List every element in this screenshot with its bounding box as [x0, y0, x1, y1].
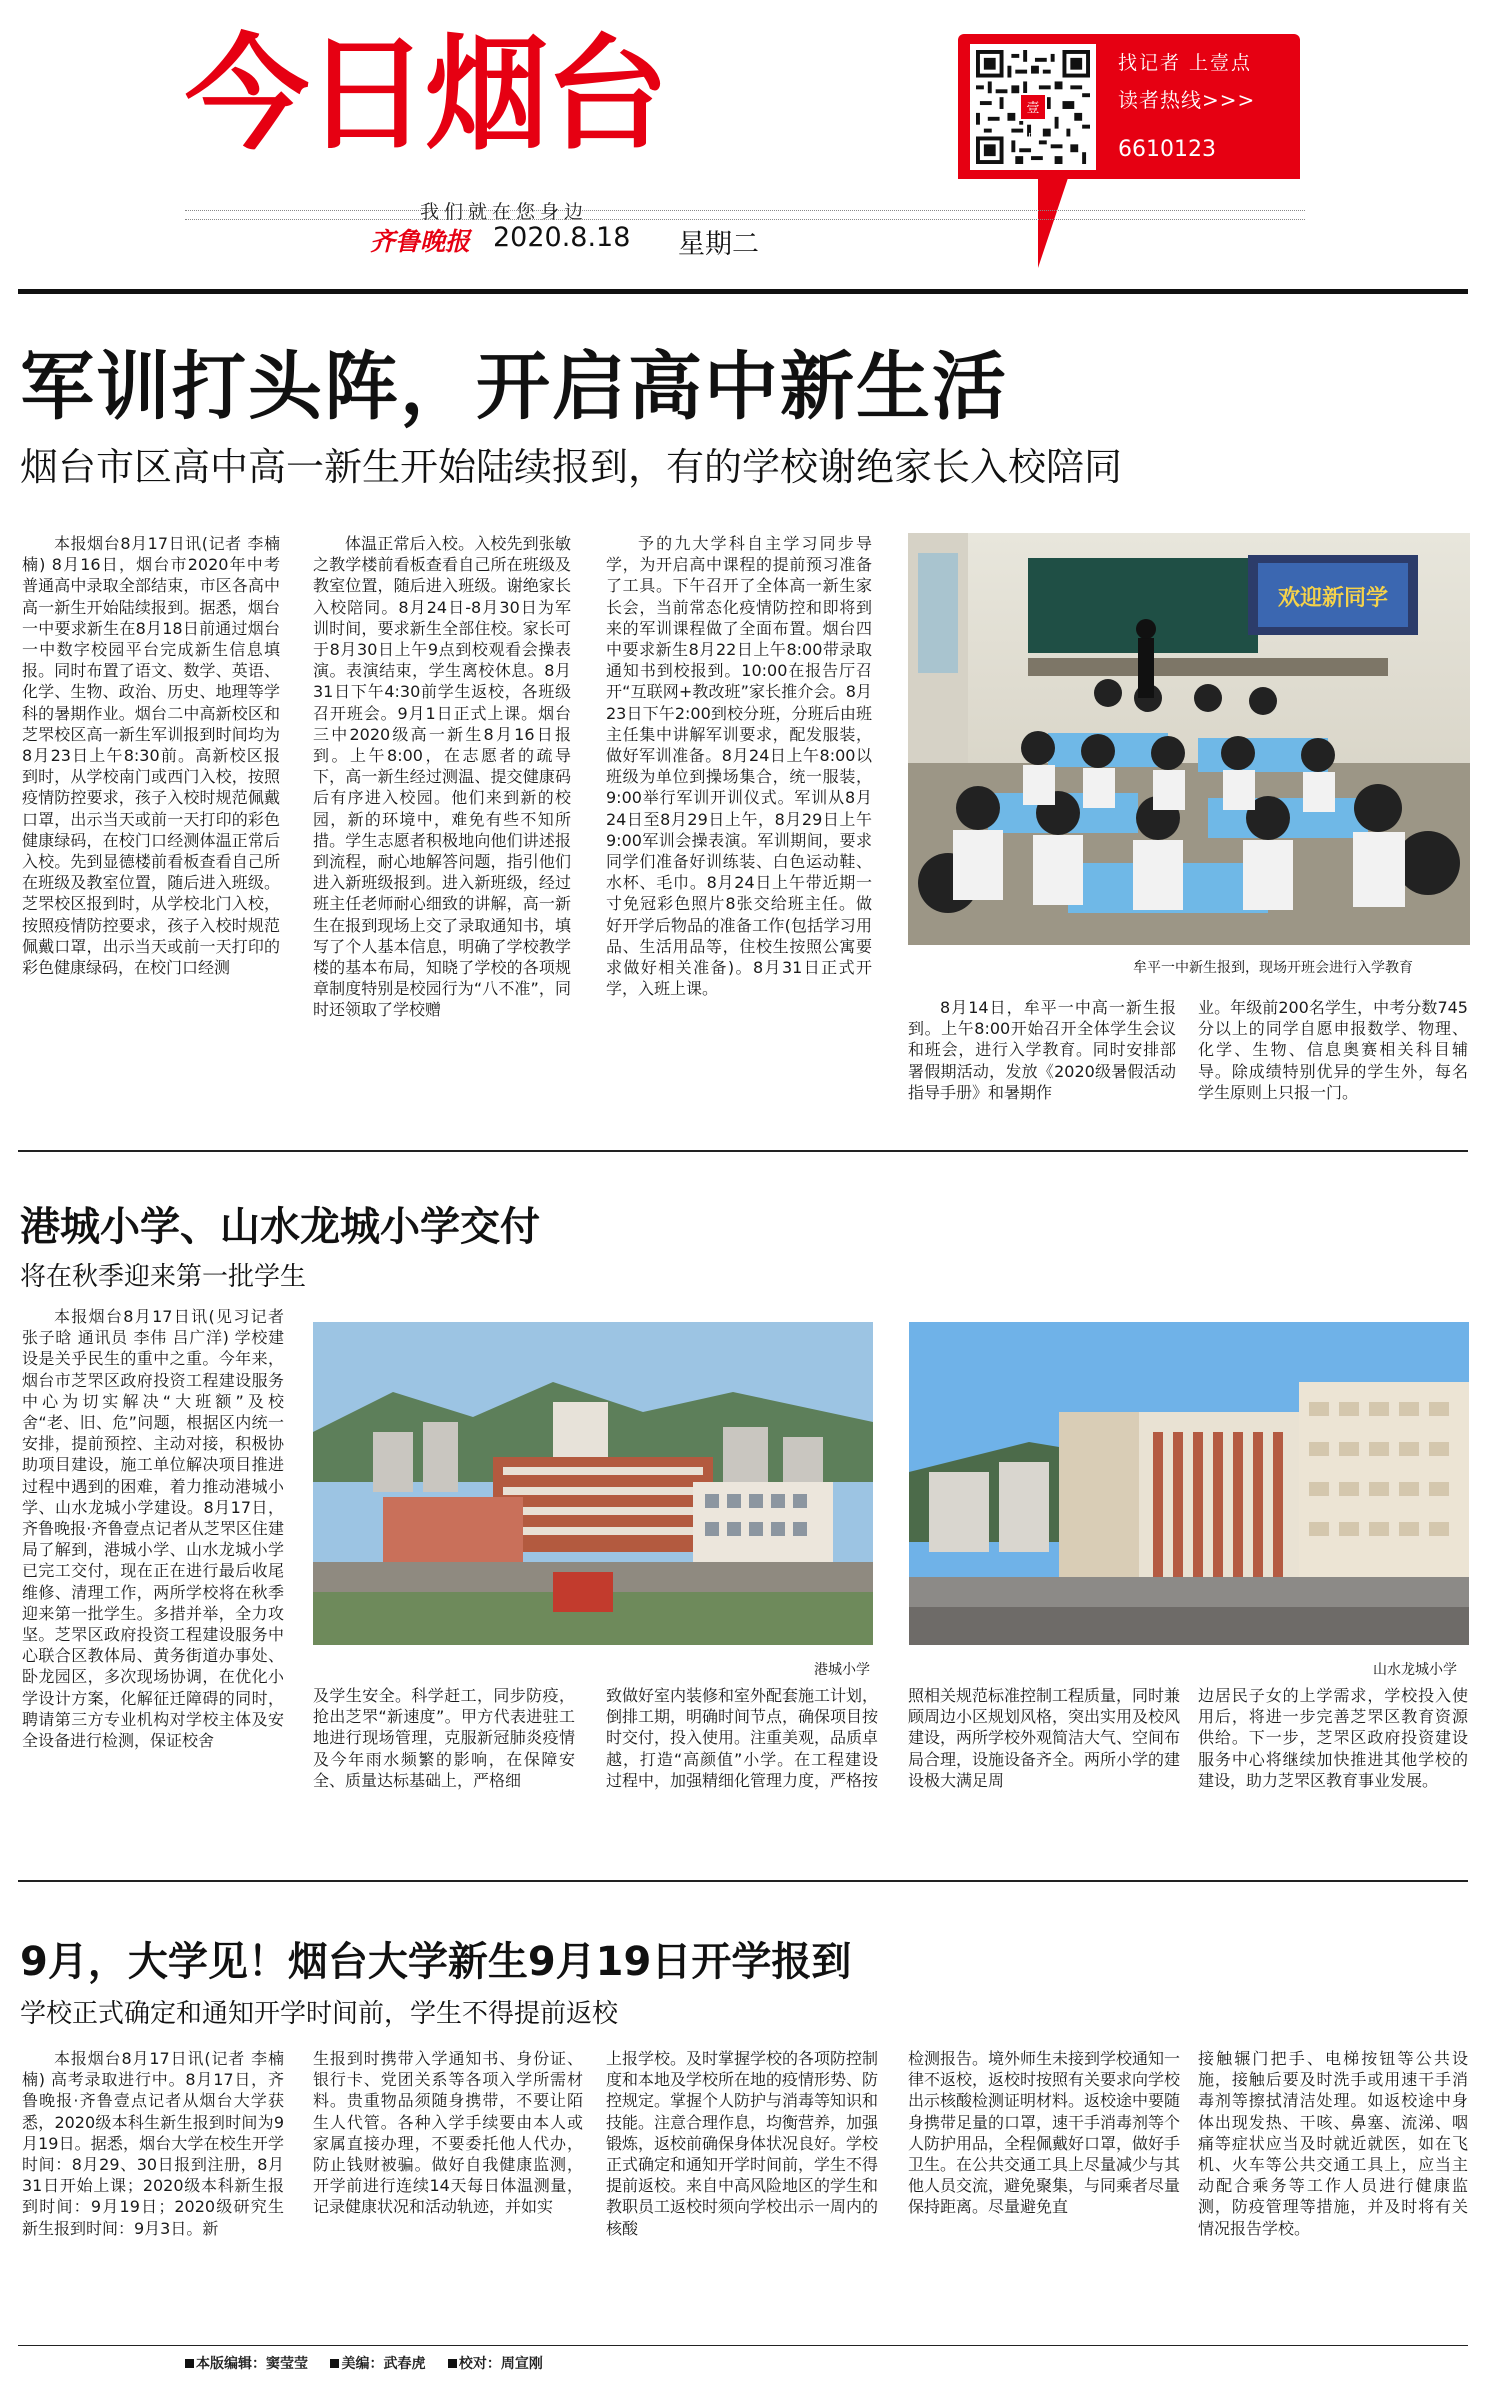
shanshui-longcheng-school-image	[909, 1322, 1469, 1645]
article2-column-3-text: 致做好室内装修和室外配套施工计划，倒排工期，明确时间节点，确保项目按时交付，投入使用。注重美观，品质卓越，打造“高颜值”小学。在工程建设过程中，加强精细化管理力度，严格按	[606, 1686, 878, 1790]
article2-column-3	[606, 1685, 878, 1837]
section-divider-1	[18, 1150, 1468, 1152]
article1-column-5	[1198, 997, 1468, 1117]
article2-headline[interactable]: 港城小学、山水龙城小学交付	[20, 1204, 540, 1250]
article1-column-3-text: 予的九大学科自主学习同步导学，为开启高中课程的提前预习准备了工具。下午召开了全体高一新生家长会，当前常态化疫情防控和即将到来的军训课程做了全面布置。烟台四中要求新生8月22日上午8:00带录取通知书到校报到。10:00在报告厅召开“互联网+教改班”家长推介会。8月23日下午2:00到校分班，分班后由班主任集中讲解军训要求，配发服装，做好军训准备。8月24日上午8:00以班级为单位到操场集合，统一服装，9:00举行军训开训仪式。军训从8月24日至8月29日上午，8月29日上午9:00军训会操表演。军训期间，要求同学们准备好训练装、白色运动鞋、水杯、毛巾。8月24日上午带近期一寸免冠彩色照片8张交给班主任。做好开学后物品的准备工作(包括学习用品、生活用品等，住校生按照公寓要求做好相关准备)。8月31日正式开学，入班上课。	[606, 534, 872, 999]
square-bullet-icon	[185, 2359, 194, 2368]
newspaper-logo: 齐鲁晚报	[370, 227, 471, 256]
article3-column-5	[1198, 2048, 1468, 2336]
masthead-title: 今日烟台	[185, 23, 666, 167]
gangcheng-school-photo[interactable]	[313, 1322, 873, 1645]
shanshui-photo-caption: 山水龙城小学	[1373, 1662, 1457, 1678]
article3-column-1	[22, 2048, 284, 2336]
article1-column-2	[313, 533, 571, 1115]
gangcheng-school-image	[313, 1322, 873, 1645]
page-footer	[185, 2353, 561, 2373]
article1-column-3	[606, 533, 872, 1115]
footer-divider	[18, 2345, 1468, 2346]
footer-art	[330, 2356, 425, 2372]
article2-column-1	[22, 1306, 284, 1838]
article1-column-4	[908, 997, 1176, 1117]
article2-column-2	[313, 1685, 575, 1837]
section-top-border	[18, 289, 1468, 294]
masthead-rule-top	[185, 210, 1305, 211]
article1-column-5-text: 业。年级前200名学生，中考分数745分以上的同学自愿申报数学、物理、化学、生物、信息奥赛相关科目辅导。除成绩特别优异的学生外，每名学生原则上只报一门。	[1198, 998, 1468, 1102]
article3-column-5-text: 接触辗门把手、电梯按钮等公共设施，接触后要及时洗手或用速干手消毒剂等擦拭清洁处理。如返校途中身体出现发热、干咳、鼻塞、流涕、咽痛等症状应当及时就近就医，如在飞机、火车等公共交通工具上，应当主动配合乘务等工作人员进行健康监测，防疫管理等措施，并及时将有关情况报告学校。	[1198, 2049, 1468, 2238]
footer-proof	[448, 2356, 543, 2372]
article3-column-3	[606, 2048, 878, 2336]
article3-column-2-text: 生报到时携带入学通知书、身份证、银行卡、党团关系等各项入学所需材料。贵重物品须随身携带，不要让陌生人代管。各种入学手续要由本人或家属直接办理，不要委托他人代办，防止钱财被骗。做好自我健康监测，开学前进行连续14天每日体温测量，记录健康状况和活动轨迹，并如实	[313, 2049, 583, 2217]
footer-art-text: 美编：武春虎	[341, 2356, 426, 2372]
article3-column-4-text: 检测报告。境外师生未接到学校通知一律不返校，返校时按照有关要求向学校出示核酸检测证明材料。返校途中要随身携带足量的口罩，速干手消毒剂等个人防护用品，全程佩戴好口罩，做好手卫生。在公共交通工具上尽量减少与其他人员交流，避免聚集，与同乘者尽量保持距离。尽量避免直	[908, 2049, 1180, 2217]
promo-find-reporter: 找记者 上壹点	[1118, 52, 1253, 74]
article1-subhead: 烟台市区高中高一新生开始陆续报到，有的学校谢绝家长入校陪同	[20, 445, 1123, 489]
article3-subhead: 学校正式确定和通知开学时间前，学生不得提前返校	[20, 1999, 619, 2029]
article2-subhead: 将在秋季迎来第一批学生	[20, 1262, 307, 1292]
section-divider-2	[18, 1880, 1468, 1882]
article1-photo[interactable]	[908, 533, 1470, 945]
square-bullet-icon	[448, 2359, 457, 2368]
gangcheng-photo-caption: 港城小学	[814, 1662, 870, 1678]
masthead-tagline: 我们就在您身边	[420, 201, 589, 223]
footer-editor	[185, 2356, 308, 2372]
article1-column-1	[22, 533, 280, 1115]
article3-headline[interactable]: 9月，大学见！烟台大学新生9月19日开学报到	[20, 1939, 852, 1985]
article1-photo-caption: 牟平一中新生报到，现场开班会进行入学教育	[1133, 960, 1413, 976]
masthead-rule-mid	[185, 219, 1305, 220]
article2-column-4-text: 照相关规范标准控制工程质量，同时兼顾周边小区规划风格，突出实用及校风建设，两所学校外观简洁大气、空间布局合理，设施设备齐全。两所小学的建设极大满足周	[908, 1686, 1180, 1790]
article3-column-4	[908, 2048, 1180, 2336]
classroom-photo-image	[908, 533, 1470, 945]
article2-column-1-text: 本报烟台8月17日讯(见习记者 张子晗 通讯员 李伟 吕广洋) 学校建设是关乎民生的重中之重。今年来，烟台市芝罘区政府投资工程建设服务中心为切实解决“大班额”及校舍“老、旧、危”问题，根据区内统一安排，提前预控、主动对接，积极协助项目建设，施工单位解决项目推进过程中遇到的困难，着力推动港城小学、山水龙城小学建设。8月17日，齐鲁晚报·齐鲁壹点记者从芝罘区住建局了解到，港城小学、山水龙城小学已完工交付，现在正在进行最后收尾维修、清理工作，两所学校将在秋季迎来第一批学生。多措并举，全力攻坚。芝罘区政府投资工程建设服务中心联合区教体局、黄务街道办事处、卧龙园区，多次现场协调，在优化小学设计方案，化解征迁障碍的同时，聘请第三方专业机构对学校主体及安全设备进行检测，保证校舍	[22, 1307, 284, 1751]
article3-column-1-text: 本报烟台8月17日讯(记者 李楠楠) 高考录取进行中。8月17日，齐鲁晚报·齐鲁壹点记者从烟台大学获悉，2020级本科生新生报到时间为9月19日。据悉，烟台大学在校生开学时间：8月29、30日报到注册，8月31日开始上课；2020级本科新生报到时间：9月19日；2020级研究生新生报到时间：9月3日。新	[22, 2049, 284, 2238]
square-bullet-icon	[330, 2359, 339, 2368]
issue-date: 2020.8.18	[493, 222, 631, 253]
promo-hotline-label: 读者热线>>>	[1118, 88, 1256, 112]
board-title: 欢迎新同学	[1277, 586, 1389, 611]
article2-column-5-text: 边居民子女的上学需求，学校投入使用后，将进一步完善芝罘区教育资源供给。下一步，芝罘区政府投资建设服务中心将继续加快推进其他学校的建设，助力芝罘区教育事业发展。	[1198, 1686, 1468, 1790]
article3-column-2	[313, 2048, 583, 2336]
article3-column-3-text: 上报学校。及时掌握学校的各项防控制度和本地及学校所在地的疫情形势、防控规定。掌握个人防护与消毒等知识和技能。注意合理作息，均衡营养，加强锻炼，返校前确保身体状况良好。学校正式确定和通知开学时间前，学生不得提前返校。来自中高风险地区的学生和教职员工返校时须向学校出示一周内的核酸	[606, 2049, 878, 2238]
footer-editor-text: 本版编辑：窦莹莹	[196, 2356, 308, 2372]
article1-column-2-text: 体温正常后入校。入校先到张敏之教学楼前看板查看自己所在班级及教室位置，随后进入班级。谢绝家长入校陪同。8月24日-8月30日为军训时间，要求新生全部住校。家长可于8月30日上午9点到校观看会操表演。表演结束，学生离校休息。8月31日下午4:30前学生返校，各班级召开班会。9月1日正式上课。烟台三中2020级高一新生8月16日报到。上午8:00，在志愿者的疏导下，高一新生经过测温、提交健康码后有序进入校园。他们来到新的校园，新的环境中，难免有些不知所措。学生志愿者积极地向他们讲述报到流程，耐心地解答问题，指引他们进入新班级报到。进入新班级，经过班主任老师耐心细致的讲解，高一新生在报到现场上交了录取通知书，填写了个人基本信息，明确了学校教学楼的基本布局，知晓了学校的各项规章制度特别是校园行为“八不准”，同时还领取了学校赠	[313, 534, 571, 1020]
qr-badge: 壹点	[1019, 93, 1047, 121]
shanshui-longcheng-school-photo[interactable]	[909, 1322, 1469, 1645]
article1-column-4-text: 8月14日，牟平一中高一新生报到。上午8:00开始召开全体学生会议和班会，进行入学教育。同时安排部署假期活动，发放《2020级暑假活动指导手册》和暑期作	[908, 998, 1176, 1102]
article2-column-5	[1198, 1685, 1468, 1837]
article2-column-4	[908, 1685, 1180, 1837]
article2-column-2-text: 及学生安全。科学赶工，同步防疫，抢出芝罘“新速度”。甲方代表进驻工地进行现场管理，克服新冠肺炎疫情及今年雨水频繁的影响，在保障安全、质量达标基础上，严格细	[313, 1686, 575, 1790]
issue-weekday: 星期二	[678, 229, 759, 260]
promo-panel-tab	[1038, 178, 1068, 268]
footer-proof-text: 校对：周宣刚	[458, 2356, 543, 2372]
article1-headline[interactable]: 军训打头阵，开启高中新生活	[20, 344, 1008, 430]
article1-column-1-text: 本报烟台8月17日讯(记者 李楠楠) 8月16日，烟台市2020年中考普通高中录取全部结束，市区各高中高一新生开始陆续报到。据悉，烟台一中要求新生在8月18日前通过烟台一中数字校园平台完成新生信息填报。同时布置了语文、数学、英语、化学、生物、政治、历史、地理等学科的暑期作业。烟台二中高新校区和芝罘校区高一新生军训报到时间均为8月23日上午8:30前。高新校区报到时，从学校南门或西门入校，按照疫情防控要求，孩子入校时规范佩戴口罩，出示当天或前一天打印的彩色健康绿码，在校门口经测体温正常后入校。先到显德楼前看板查看自己所在班级及教室位置，随后进入班级。芝罘校区报到时，从学校北门入校，按照疫情防控要求，孩子入校时规范佩戴口罩，出示当天或前一天打印的彩色健康绿码，在校门口经测	[22, 534, 280, 978]
promo-phone[interactable]: 6610123	[1118, 137, 1216, 162]
